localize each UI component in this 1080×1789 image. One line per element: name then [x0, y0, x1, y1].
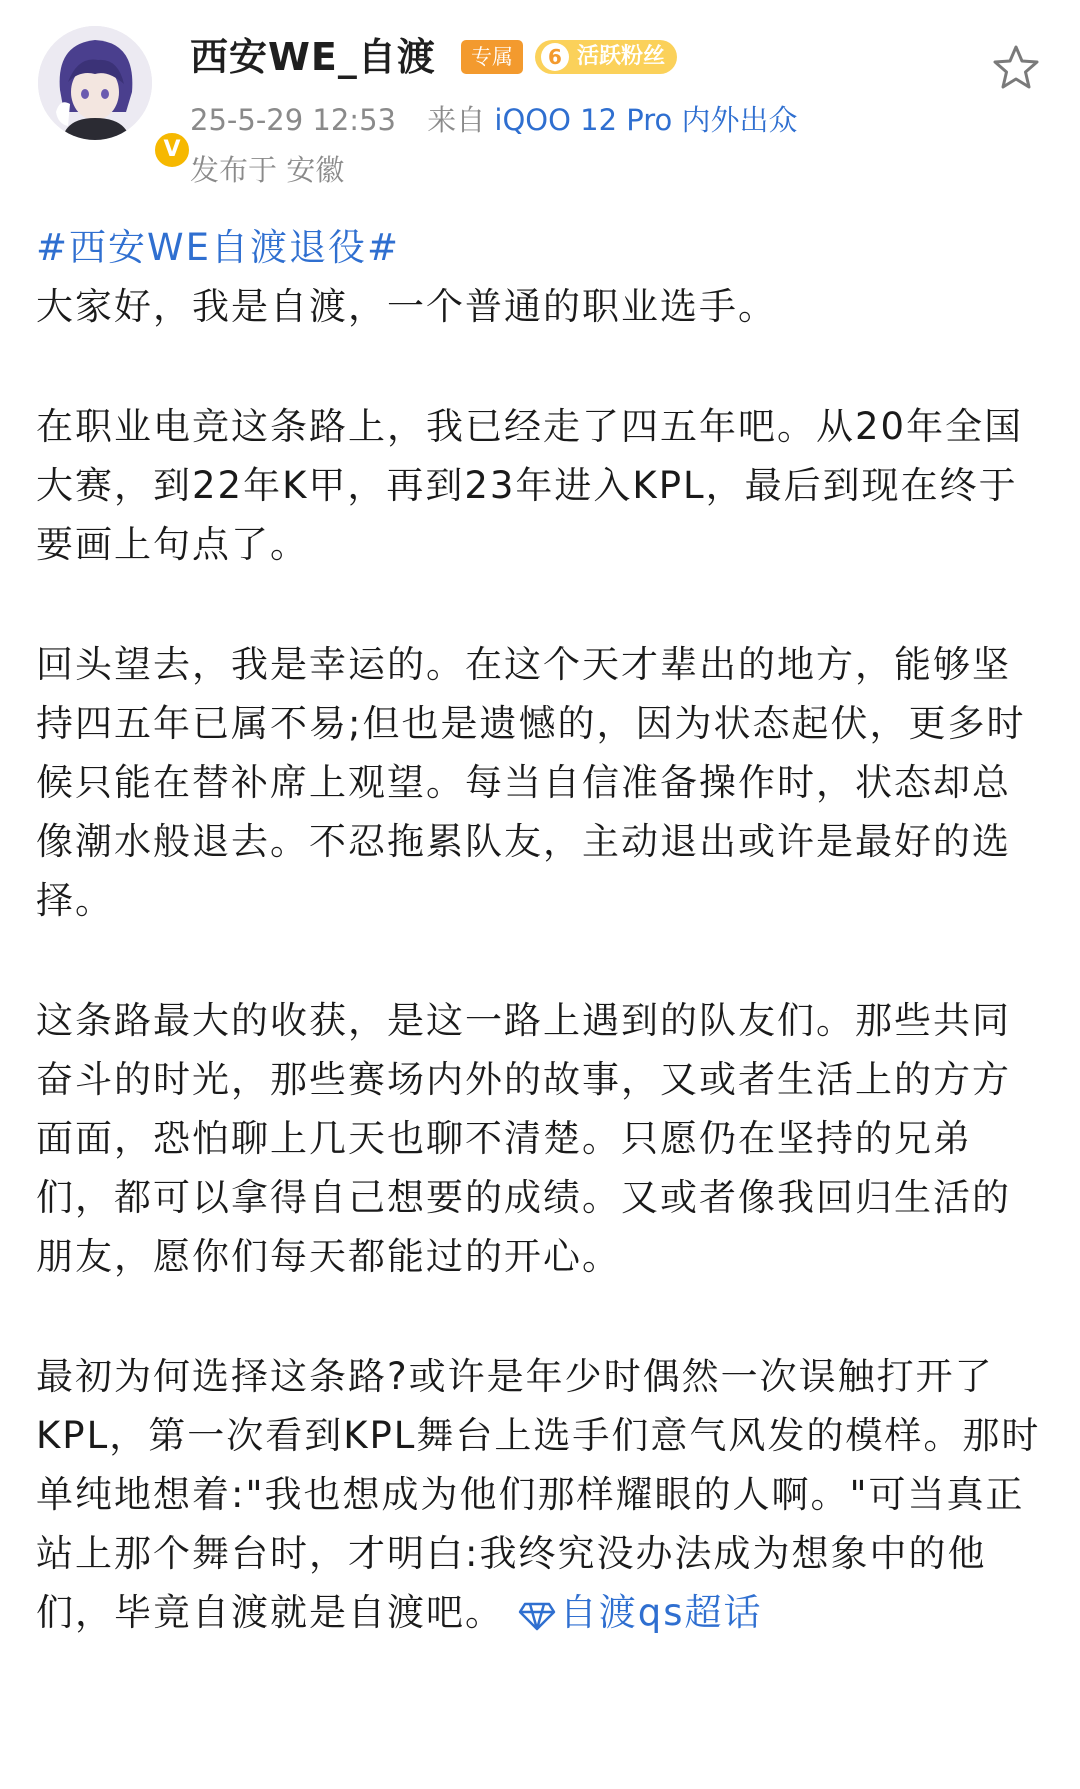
- fan-badge[interactable]: [535, 40, 677, 74]
- star-outline-icon: [990, 42, 1042, 94]
- source-prefix: 来自: [427, 103, 495, 137]
- device-link[interactable]: iQOO 12 Pro 内外出众: [494, 103, 798, 137]
- paragraph-1: [36, 218, 1046, 336]
- exclusive-badge[interactable]: 专属: [461, 40, 523, 74]
- super-topic-link[interactable]: [518, 1591, 763, 1634]
- post-meta: [190, 100, 798, 140]
- post-location: 发布于 安徽: [190, 153, 345, 187]
- diamond-icon: [518, 1601, 556, 1631]
- favorite-button[interactable]: [990, 42, 1042, 94]
- paragraph-text: 最初为何选择这条路?或许是年少时偶然一次误触打开了KPL，第一次看到KPL舞台上选手们意气风发的模样。那时单纯地想着:"我也想成为他们那样耀眼的人啊。"可当真正站上那个舞台时，才明白:我终究没办法成为想象中的他们，毕竟自渡就是自渡吧。: [36, 1355, 1041, 1634]
- super-topic-label: 自渡qs超话: [559, 1591, 763, 1634]
- paragraph-text: 大家好，我是自渡，一个普通的职业选手。: [36, 285, 777, 328]
- post-header: [0, 0, 1080, 200]
- avatar[interactable]: [38, 26, 181, 162]
- paragraph-5: [36, 1347, 1046, 1642]
- fan-badge-label: 活跃粉丝: [577, 44, 666, 69]
- post-content: [36, 218, 1046, 1703]
- paragraph-2: 在职业电竞这条路上，我已经走了四五年吧。从20年全国大赛，到22年K甲，再到23年进入KPL，最后到现在终于要画上句点了。: [36, 405, 1024, 566]
- fan-level-icon: 6: [541, 43, 569, 71]
- verified-v-icon: V: [152, 130, 192, 170]
- avatar-image: [38, 26, 152, 140]
- author-name[interactable]: 西安WE_自渡: [190, 35, 436, 79]
- paragraph-3: 回头望去，我是幸运的。在这个天才辈出的地方，能够坚持四五年已属不易;但也是遗憾的，因为状态起伏，更多时候只能在替补席上观望。每当自信准备操作时，状态却总像潮水般退去。不忍拖累队友，主动退出或许是最好的选择。: [36, 643, 1026, 922]
- hashtag-link[interactable]: #西安WE自渡退役#: [36, 226, 400, 269]
- paragraph-4: 这条路最大的收获，是这一路上遇到的队友们。那些共同奋斗的时光，那些赛场内外的故事，又或者生活上的方方面面，恐怕聊上几天也聊不清楚。只愿仍在坚持的兄弟们，都可以拿得自己想要的成绩。又或者像我回归生活的朋友，愿你们每天都能过的开心。: [36, 999, 1011, 1278]
- post-time: 25-5-29 12:53: [190, 103, 396, 137]
